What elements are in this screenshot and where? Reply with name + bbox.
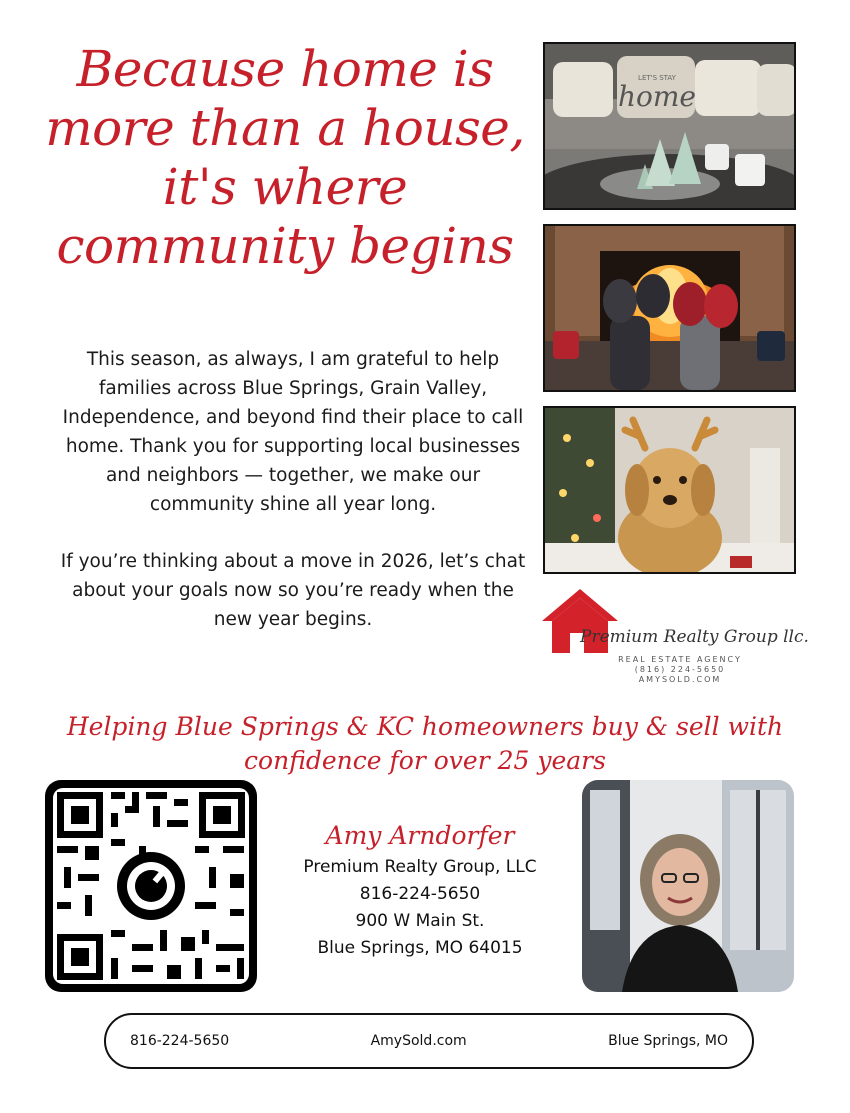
logo-subtitle: REAL ESTATE AGENCY: [618, 655, 742, 664]
headline-line-4: community begins: [56, 217, 514, 275]
footer-bar: [104, 1013, 754, 1069]
headline-line-2: more than a house,: [45, 99, 525, 157]
agent-portrait: [582, 780, 794, 992]
agent-name: Amy Arndorfer: [325, 821, 515, 850]
headline-line-1: Because home is: [76, 40, 494, 98]
footer-location: Blue Springs, MO: [608, 1033, 728, 1049]
photo-reindeer-dog: [543, 406, 796, 574]
company-logo: [540, 585, 809, 685]
house-logo-icon: [540, 585, 620, 660]
contact-block: [290, 818, 550, 962]
logo-company-name: Premium Realty Group llc.: [580, 627, 809, 647]
logo-phone: (816) 224-5650: [634, 665, 726, 674]
photo-fireplace-socks: [543, 224, 796, 392]
headline: [40, 40, 530, 276]
body-paragraph-2: If you’re thinking about a move in 2026, let’s chat about your goals now so you’re ready when the new year begins.: [60, 551, 526, 630]
contact-street: 900 W Main St.: [355, 911, 485, 931]
body-text: [58, 345, 528, 634]
pillow-text-small: LET'S STAY: [638, 74, 676, 82]
footer-website[interactable]: AmySold.com: [370, 1033, 467, 1049]
footer-phone[interactable]: 816-224-5650: [130, 1033, 230, 1049]
headline-line-3: it's where: [162, 158, 408, 216]
body-paragraph-1: This season, as always, I am grateful to help families across Blue Springs, Grain Valley, Independence, and beyond find their place to call home. Thank you for supporting local businesses and neighbors — together, we make our community shine all year long.: [62, 349, 524, 515]
contact-phone: 816-224-5650: [359, 884, 481, 904]
tagline: Helping Blue Springs & KC homeowners buy & sell with confidence for over 25 years: [66, 712, 784, 775]
qr-code-icon[interactable]: [45, 780, 257, 992]
logo-website: AMYSOLD.COM: [638, 675, 722, 684]
photo-cozy-tray: [543, 42, 796, 210]
pillow-text-large: home: [617, 80, 697, 113]
contact-company: Premium Realty Group, LLC: [303, 857, 537, 877]
contact-city: Blue Springs, MO 64015: [317, 938, 523, 958]
